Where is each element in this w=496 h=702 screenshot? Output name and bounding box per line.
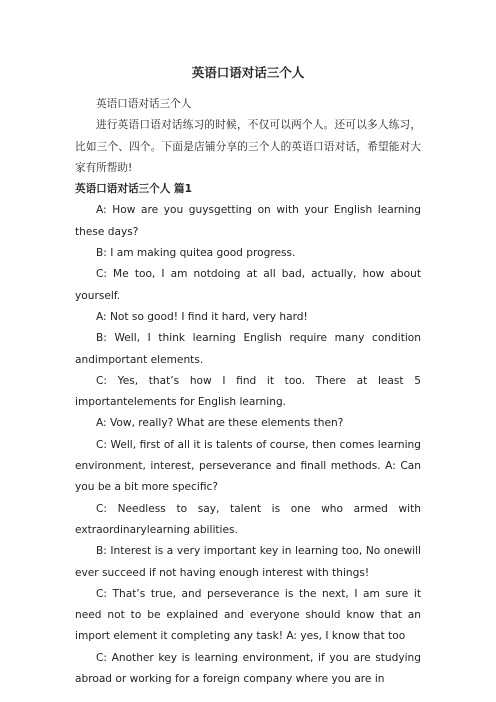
dialogue-line: C: Another key is learning environment, if you are studying abroad or working for a foreign company where you are in: [75, 651, 421, 686]
dialogue-line: C: Well, first of all it is talents of course, then comes learning environment, interest, perseverance and finall methods. A: Can you be a bit more specific?: [75, 438, 421, 494]
dialogue-line: A: Not so good! I find it hard, very hard!: [96, 310, 308, 323]
dialogue-line: C: Me too, I am notdoing at all bad, actually, how about yourself.: [75, 268, 421, 302]
dialogue-line: B: Interest is a very important key in learning too, No onewill ever succeed if not having enough interest with things!: [75, 545, 421, 579]
dialogue-line: C: Needless to say, talent is one who armed with extraordinarylearning abilities.: [75, 502, 421, 536]
dialogue-line: B: Well, I think learning English require many condition andimportant elements.: [75, 332, 421, 366]
intro-paragraph: 进行英语口语对话练习的时候，不仅可以两个人。还可以多人练习，比如三个、四个。下面是店铺分享的三个人的英语口语对话，希望能对大家有所帮助!: [75, 119, 421, 174]
dialogue-line: B: I am making quitea good progress.: [96, 247, 296, 260]
document-title: 英语口语对话三个人: [191, 65, 305, 80]
dialogue-line: A: Vow, really? What are these elements then?: [96, 417, 344, 430]
dialogue-line: C: Yes, that’s how I find it too. There at least 5 importantelements for English learning.: [75, 374, 421, 409]
subtitle-paragraph: 英语口语对话三个人: [96, 98, 192, 110]
dialogue-line: C: That’s true, and perseverance is the next, I am sure it need not to be explained and everyone should know that an import element it completing any task! A: yes, I know that too: [75, 587, 421, 643]
document-body: [75, 94, 421, 690]
section-heading: 英语口语对话三个人 篇1: [75, 183, 192, 196]
dialogue-line: A: How are you guysgetting on with your English learning these days?: [75, 204, 421, 238]
